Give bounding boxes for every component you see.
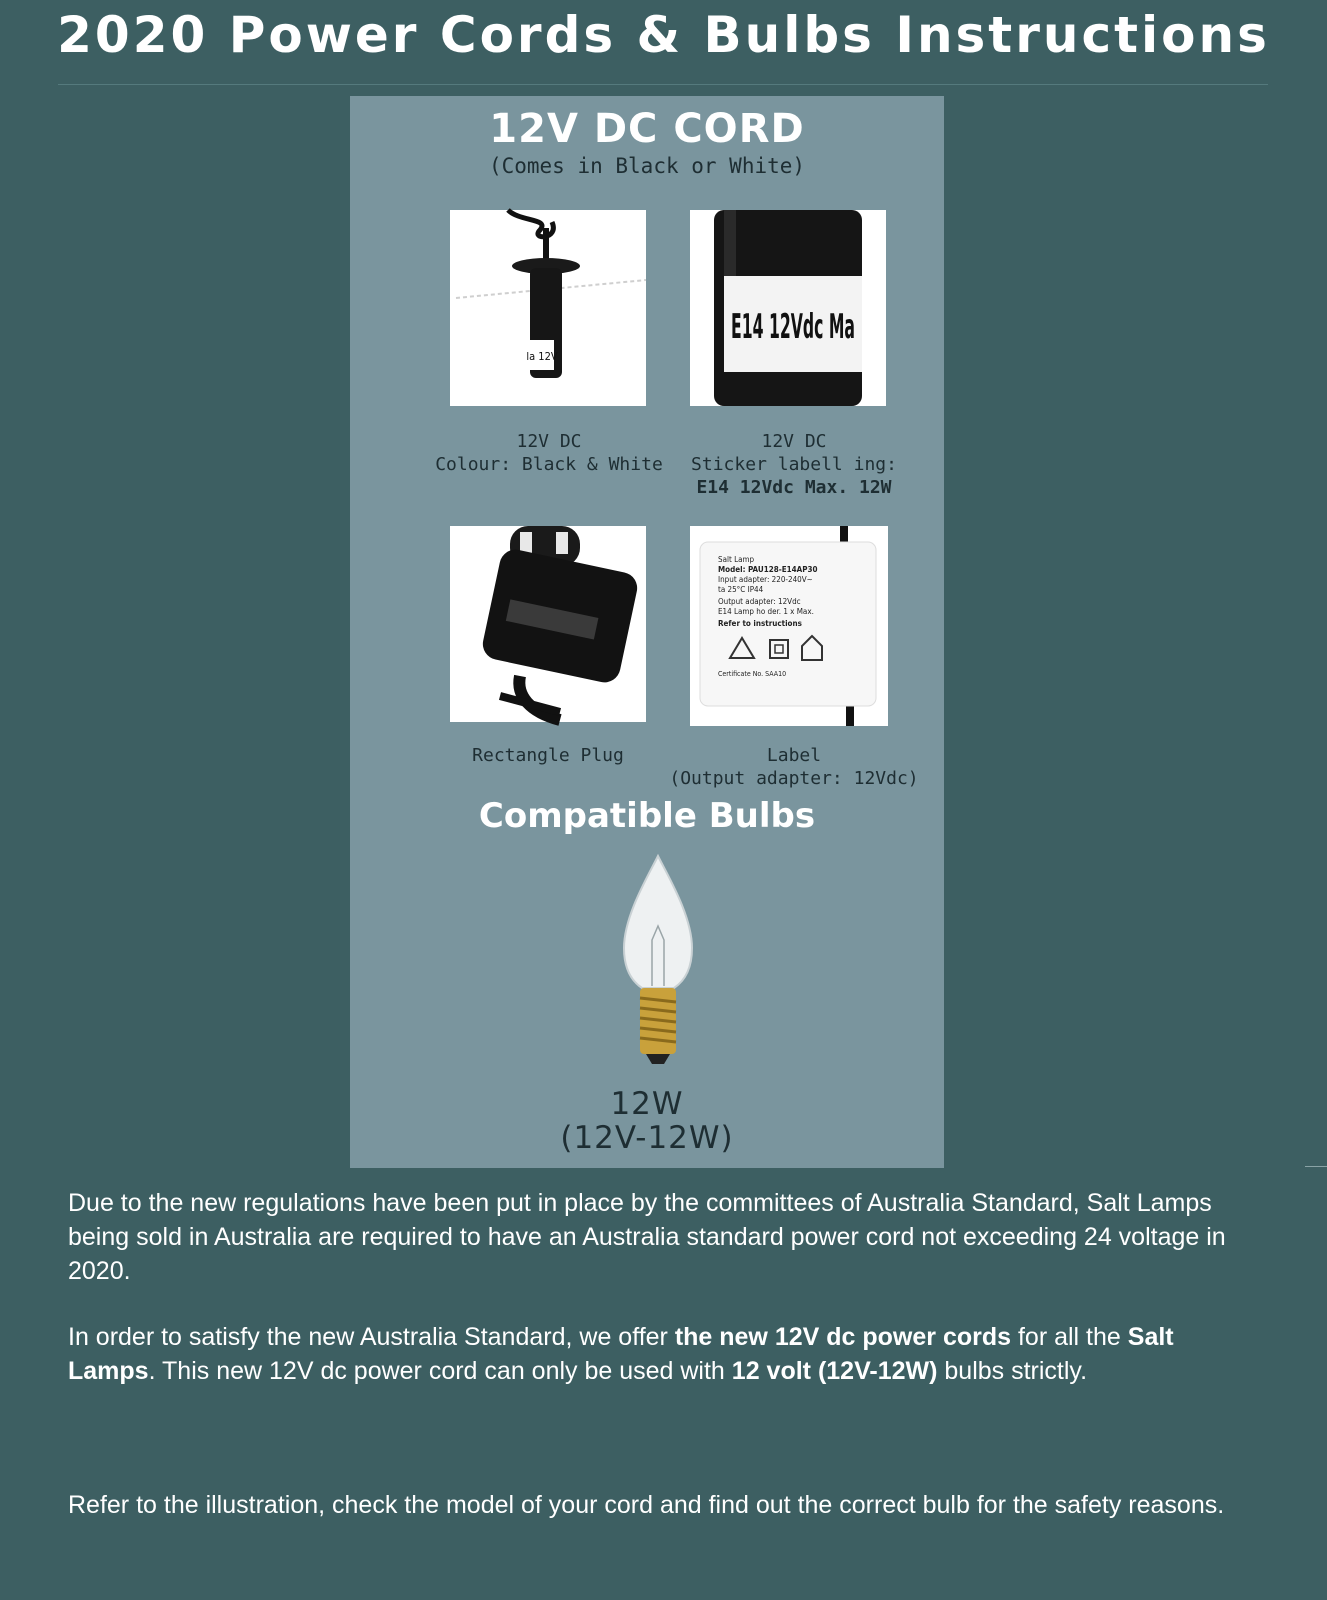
caption-line: Rectangle Plug	[472, 745, 624, 766]
offer-text: In order to satisfy the new Australia Standard, we offer	[68, 1323, 675, 1351]
label-line: ta 25°C IP44	[718, 585, 764, 594]
caption-line: 12V DC	[761, 431, 827, 452]
sticker-closeup-photo	[690, 210, 886, 406]
panel-heading: 12V DC CORD	[489, 106, 805, 152]
cord-socket-photo	[450, 210, 646, 406]
label-caption	[644, 744, 944, 790]
bulb-photo	[618, 856, 698, 1066]
title-divider	[58, 84, 1268, 85]
cord-socket-illustration	[450, 210, 646, 406]
caption-line: E14 12Vdc Max. 12W	[696, 477, 892, 498]
label-line: E14 Lamp ho der. 1 x Max.	[718, 607, 814, 616]
label-line: Salt Lamp	[718, 555, 755, 564]
bulb-icon	[618, 856, 698, 1066]
label-photo	[690, 526, 888, 726]
panel-subheading: (Comes in Black or White)	[488, 154, 806, 178]
page-title: 2020 Power Cords & Bulbs Instructions	[57, 6, 1270, 64]
label-line: Refer to instructions	[718, 619, 802, 628]
caption-line: Sticker labell ing:	[691, 454, 897, 475]
caption-line: 12V DC	[516, 431, 582, 452]
socket-sticker-text: la 12V	[526, 350, 558, 363]
label-line: Input adapter: 220-240V~	[718, 575, 813, 584]
bulb-wattage: 12W	[610, 1086, 684, 1122]
caption-line: (Output adapter: 12Vdc)	[669, 768, 919, 789]
offer-highlight: 12 volt (12V-12W)	[731, 1357, 938, 1385]
offer-text: bulbs strictly.	[937, 1357, 1088, 1385]
sticker-closeup-illustration	[690, 210, 886, 406]
offer-text: for all the	[1011, 1323, 1128, 1351]
sticker-caption	[644, 430, 944, 499]
caption-line: Label	[766, 745, 822, 766]
regulation-paragraph: Due to the new regulations have been put in place by the committees of Australia Standard, Salt Lamps being sold in Australia are required to have an Australia standard power cord not exceeding 24 voltage in 2020.	[68, 1189, 1226, 1285]
offer-highlight: Salt Lamps	[68, 1323, 1174, 1385]
plug-adapter-illustration	[450, 526, 646, 722]
edge-divider	[1305, 1166, 1327, 1167]
offer-paragraph	[68, 1320, 1268, 1388]
offer-highlight: the new 12V dc power cords	[674, 1323, 1012, 1351]
sticker-text: E14 12Vdc Ma	[731, 307, 855, 347]
cord-info-panel	[350, 96, 944, 1168]
caption-line: Colour: Black & White	[435, 454, 663, 475]
plug-adapter-photo	[450, 526, 646, 722]
bulb-spec: (12V-12W)	[560, 1120, 734, 1156]
label-line: Model: PAU128-E14AP30	[718, 565, 818, 574]
label-line: Certificate No. SAA10	[718, 670, 787, 678]
compatible-bulbs-heading: Compatible Bulbs	[478, 796, 816, 836]
label-line: Output adapter: 12Vdc	[718, 597, 801, 606]
refer-paragraph: Refer to the illustration, check the model of your cord and find out the correct bulb for the safety reasons.	[68, 1491, 1225, 1519]
label-illustration	[690, 526, 888, 726]
offer-text: . This new 12V dc power cord can only be used with	[148, 1357, 732, 1385]
